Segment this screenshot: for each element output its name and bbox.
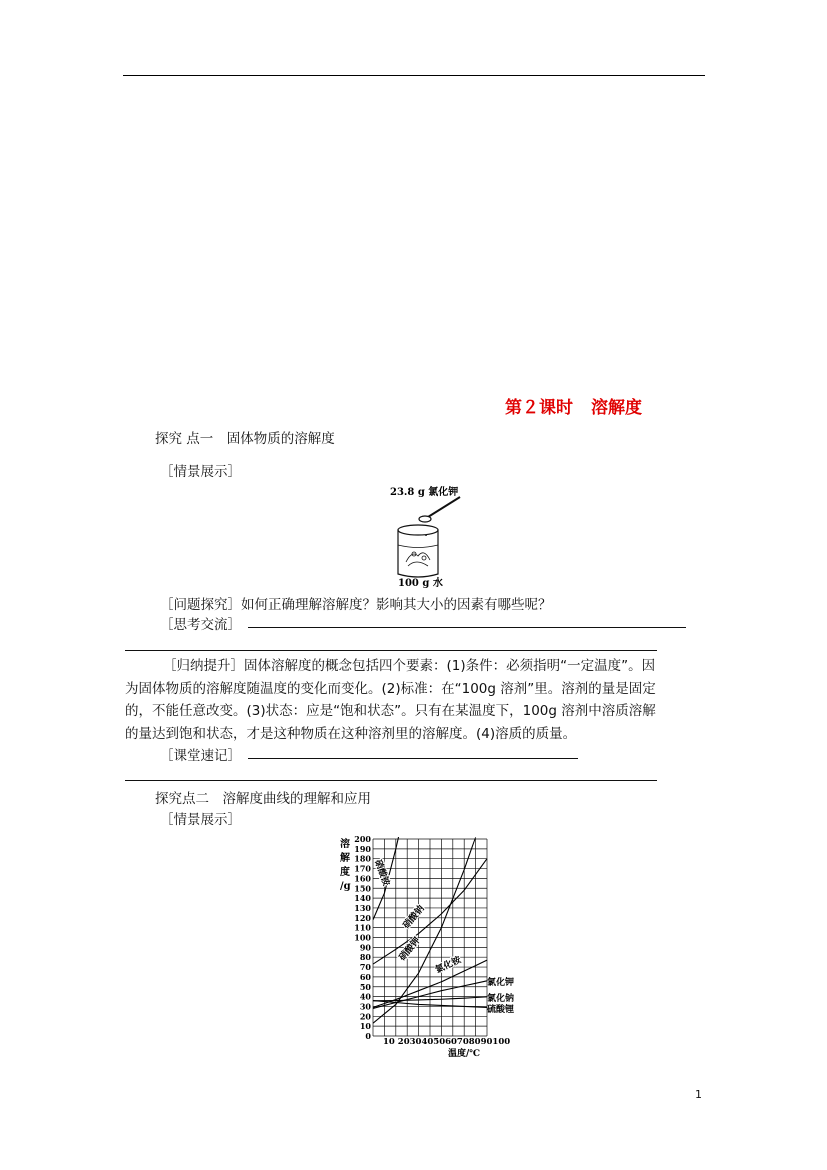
section1-scene-tag: ［情景展示］	[160, 464, 241, 480]
notes-blank-line-2[interactable]	[125, 780, 657, 781]
y-axis-label-3: 度	[340, 867, 350, 878]
y-axis-label-2: 解	[340, 853, 350, 864]
beaker-rim-icon	[398, 525, 438, 535]
y-tick-label: 20	[359, 1011, 371, 1022]
section2-scene-tag: ［情景展示］	[160, 812, 241, 828]
x-axis-label: 温度/℃	[448, 1049, 481, 1059]
series-label-4: 氯化钾	[487, 978, 515, 988]
y-tick-label: 160	[354, 873, 371, 884]
question-text: ［问题探究］如何正确理解溶解度？影响其大小的因素有哪些呢？	[160, 597, 552, 613]
y-tick-label: 40	[359, 991, 371, 1002]
y-tick-label: 80	[359, 952, 371, 963]
page-number: 1	[695, 1088, 702, 1101]
notes-blank-line[interactable]	[248, 758, 578, 759]
header-rule	[123, 75, 705, 76]
y-tick-label: 0	[365, 1031, 371, 1041]
summary-line: 的量达到饱和状态，才是这种物质在这种溶剂里的溶解度。(4)溶质的质量。	[125, 725, 577, 742]
beaker-figure	[380, 480, 490, 590]
y-tick-label: 70	[359, 962, 371, 973]
y-tick-label: 150	[354, 883, 371, 894]
spoon-icon	[428, 497, 460, 517]
section1-heading: 探究 点一 固体物质的溶解度	[155, 431, 335, 447]
dissolving-solid-icon	[406, 552, 430, 566]
summary-line: 的，不能任意改变。(3)状态：应是“饱和状态”。只有在某温度下，100g 溶剂中溶质溶解	[125, 703, 656, 719]
beaker-icon	[398, 530, 438, 577]
lesson-number: 第２课时	[505, 398, 573, 418]
y-tick-label: 50	[359, 981, 371, 992]
summary-line: ［归纳提升］固体溶解度的概念包括四个要素：(1)条件：必须指明“一定温度”。因	[163, 658, 656, 674]
y-axis-label-1: 溶	[340, 839, 350, 850]
y-tick-label: 10	[359, 1021, 371, 1032]
think-blank-line[interactable]	[248, 627, 686, 628]
y-tick-label: 120	[354, 912, 371, 923]
y-tick-label: 200	[354, 834, 371, 844]
notes-tag: ［课堂速记］	[160, 748, 241, 764]
figure-top-label: 23.8 g 氯化钾	[390, 487, 459, 498]
series-label-5: 氯化钠	[487, 994, 515, 1004]
y-tick-label: 180	[354, 853, 371, 864]
y-tick-label: 30	[359, 1001, 371, 1012]
figure-bottom-label: 100 g 水	[398, 578, 443, 589]
series-label-2: 硝酸钾	[397, 935, 423, 963]
y-axis-label-4: /g	[340, 881, 351, 892]
section2-heading: 探究点二 溶解度曲线的理解和应用	[155, 791, 371, 807]
y-tick-label: 190	[354, 843, 371, 854]
y-tick-label: 100	[354, 932, 371, 943]
y-tick-label: 170	[354, 863, 371, 874]
y-tick-label: 130	[354, 902, 371, 913]
series-label-1: 硝酸钠	[401, 903, 427, 931]
y-tick-label: 140	[354, 893, 371, 904]
y-tick-label: 60	[359, 971, 371, 982]
lesson-title	[505, 393, 642, 418]
series-label-6: 硫酸锂	[487, 1005, 515, 1015]
think-tag: ［思考交流］	[160, 617, 241, 633]
series-label-0: 硝酸铵	[372, 858, 391, 888]
y-tick-label: 90	[359, 942, 371, 953]
think-blank-line-2[interactable]	[125, 650, 657, 651]
summary-line: 为固体物质的溶解度随温度的变化而变化。(2)标准：在“100g 溶剂”里。溶剂的量是固定	[125, 680, 656, 697]
x-tick-labels: 10 2030405060708090100	[383, 1037, 511, 1047]
solubility-chart	[335, 833, 535, 1063]
series-label-3: 氯化铵	[434, 955, 463, 976]
y-tick-label: 110	[354, 922, 371, 933]
summary-paragraph	[125, 655, 705, 745]
lesson-topic: 溶解度	[591, 398, 642, 418]
